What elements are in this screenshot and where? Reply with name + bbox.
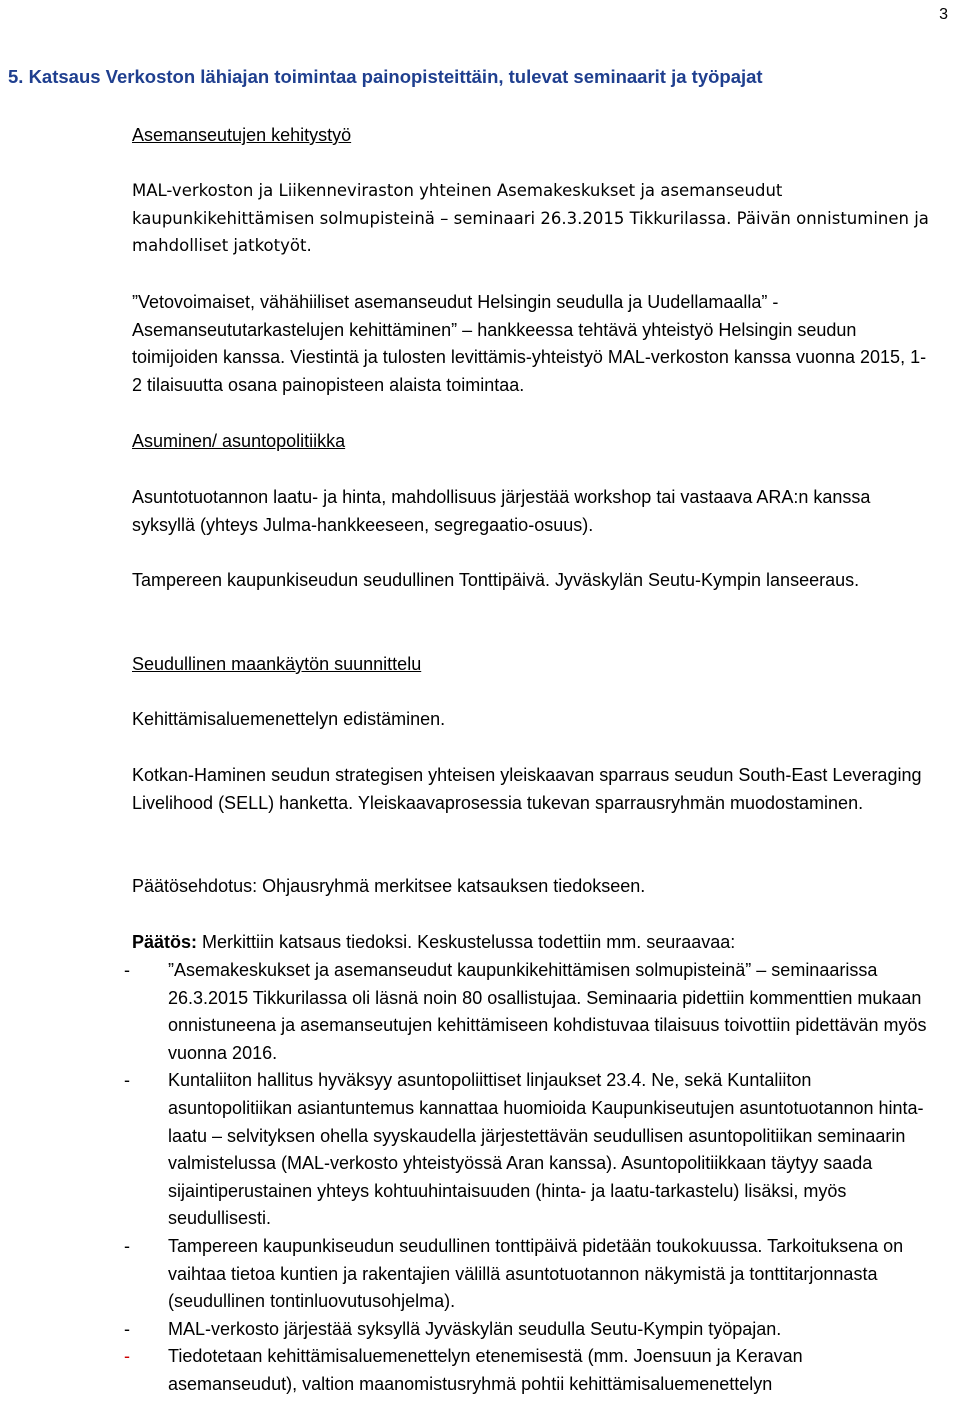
list-item-text: Tampereen kaupunkiseudun seudullinen tonttipäivä pidetään toukokuussa. Tarkoituksena on vaihtaa tietoa kuntien ja rakentajien välillä asuntotuotannon näkymistä ja tonttitarjonnasta (seudullinen tontinluovutusohjelma). <box>168 1235 904 1312</box>
list-item <box>124 1343 932 1398</box>
paragraph-asuntotuotanto: Asuntotuotannon laatu- ja hinta, mahdollisuus järjestää workshop tai vastaava ARA:n kanssa syksyllä (yhteys Julma-hankkeeseen, segregaatio-osuus). <box>132 487 871 535</box>
list-item <box>124 1233 932 1316</box>
list-item <box>124 957 932 1067</box>
paragraph-kotka-hamina: Kotkan-Haminen seudun strategisen yhteisen yleiskaavan sparraus seudun South-East Leveraging Livelihood (SELL) hanketta. Yleiskaavaprosessia tukevan sparrausryhmän muodostaminen. <box>132 765 922 813</box>
list-dash: - <box>124 1235 130 1256</box>
list-item-text: Tiedotetaan kehittämisaluemenettelyn etenemisestä (mm. Joensuun ja Keravan asemanseudut), valtion maanomistusryhmä pohtii kehittämisaluemenettelyn <box>168 1346 803 1394</box>
section-title-asuminen: Asuminen/ asuntopolitiikka <box>132 431 346 451</box>
section-heading: 5. Katsaus Verkoston lähiajan toimintaa painopisteittäin, tulevat seminaarit ja työpajat <box>8 66 763 87</box>
list-dash: - <box>124 1318 130 1339</box>
decision-proposal: Päätösehdotus: Ohjausryhmä merkitsee katsauksen tiedokseen. <box>132 876 646 896</box>
paragraph-tonttipaiva: Tampereen kaupunkiseudun seudullinen Tonttipäivä. Jyväskylän Seutu-Kympin lanseeraus. <box>132 570 860 590</box>
paragraph-kehittamisalue: Kehittämisaluemenettelyn edistäminen. <box>132 709 446 729</box>
list-item <box>124 1316 932 1344</box>
decision-label: Päätös: <box>132 932 198 952</box>
list-item-text: MAL-verkosto järjestää syksyllä Jyväskylän seudulla Seutu-Kympin työpajan. <box>168 1318 782 1339</box>
page-number: 3 <box>939 6 948 23</box>
paragraph-vetovoimaiset: ”Vetovoimaiset, vähähiiliset asemanseudut Helsingin seudulla ja Uudellamaalla” - Asemanseututarkastelujen kehittäminen” – hankkeessa tehtävä yhteistyö Helsingin seudun toimijoiden kanssa. Viestintä ja tulosten levittämis-yhteistyö MAL-verkoston kanssa vuonna 2015, 1-2 tilaisuutta osana painopisteen alaista toimintaa. <box>132 292 927 395</box>
section-title-maankaytto: Seudullinen maankäytön suunnittelu <box>132 654 422 674</box>
decision-list <box>124 957 932 1399</box>
list-dash-highlighted: - <box>124 1346 130 1367</box>
decision-text: Merkittiin katsaus tiedoksi. Keskustelussa todettiin mm. seuraavaa: <box>197 932 736 952</box>
paragraph-seminar: MAL-verkoston ja Liikenneviraston yhteinen Asemakeskukset ja asemanseudut kaupunkikehittämisen solmupisteinä – seminaari 26.3.2015 Tikkurilassa. Päivän onnistuminen ja mahdolliset jatkotyöt. <box>132 181 929 256</box>
list-dash: - <box>124 960 130 980</box>
list-dash: - <box>124 1070 130 1091</box>
list-item-text: Kuntaliiton hallitus hyväksyy asuntopoliittiset linjaukset 23.4. Ne, sekä Kuntaliiton asuntopolitiikan asiantuntemus kannattaa huomioida Kaupunkiseutujen asuntotuotannon hinta-laatu – selvityksen ohella syyskaudella järjestettävän seudullisen asuntopolitiikan seminaarin valmistelussa (MAL-verkosto yhteistyössä Aran kanssa). Asuntopolitiikkaan täytyy saada sijaintiperustainen yhteys kohtuuhintaisuuden (hinta- ja laatu-tarkastelu) lisäksi, myös seudullisesti. <box>168 1070 924 1229</box>
decision-line <box>132 929 932 957</box>
list-item <box>124 1067 932 1233</box>
section-title-asemanseudut: Asemanseutujen kehitystyö <box>132 125 352 145</box>
list-item-text: ”Asemakeskukset ja asemanseudut kaupunkikehittämisen solmupisteinä” – seminaarissa 26.3.2015 Tikkurilassa oli läsnä noin 80 osallistujaa. Seminaaria pidettiin kommenttien mukaan onnistuneena ja asemanseutujen kehittämiseen kohdistuvaa tilaisuus toivottiin pidettävän myös vuonna 2016. <box>168 960 927 1063</box>
